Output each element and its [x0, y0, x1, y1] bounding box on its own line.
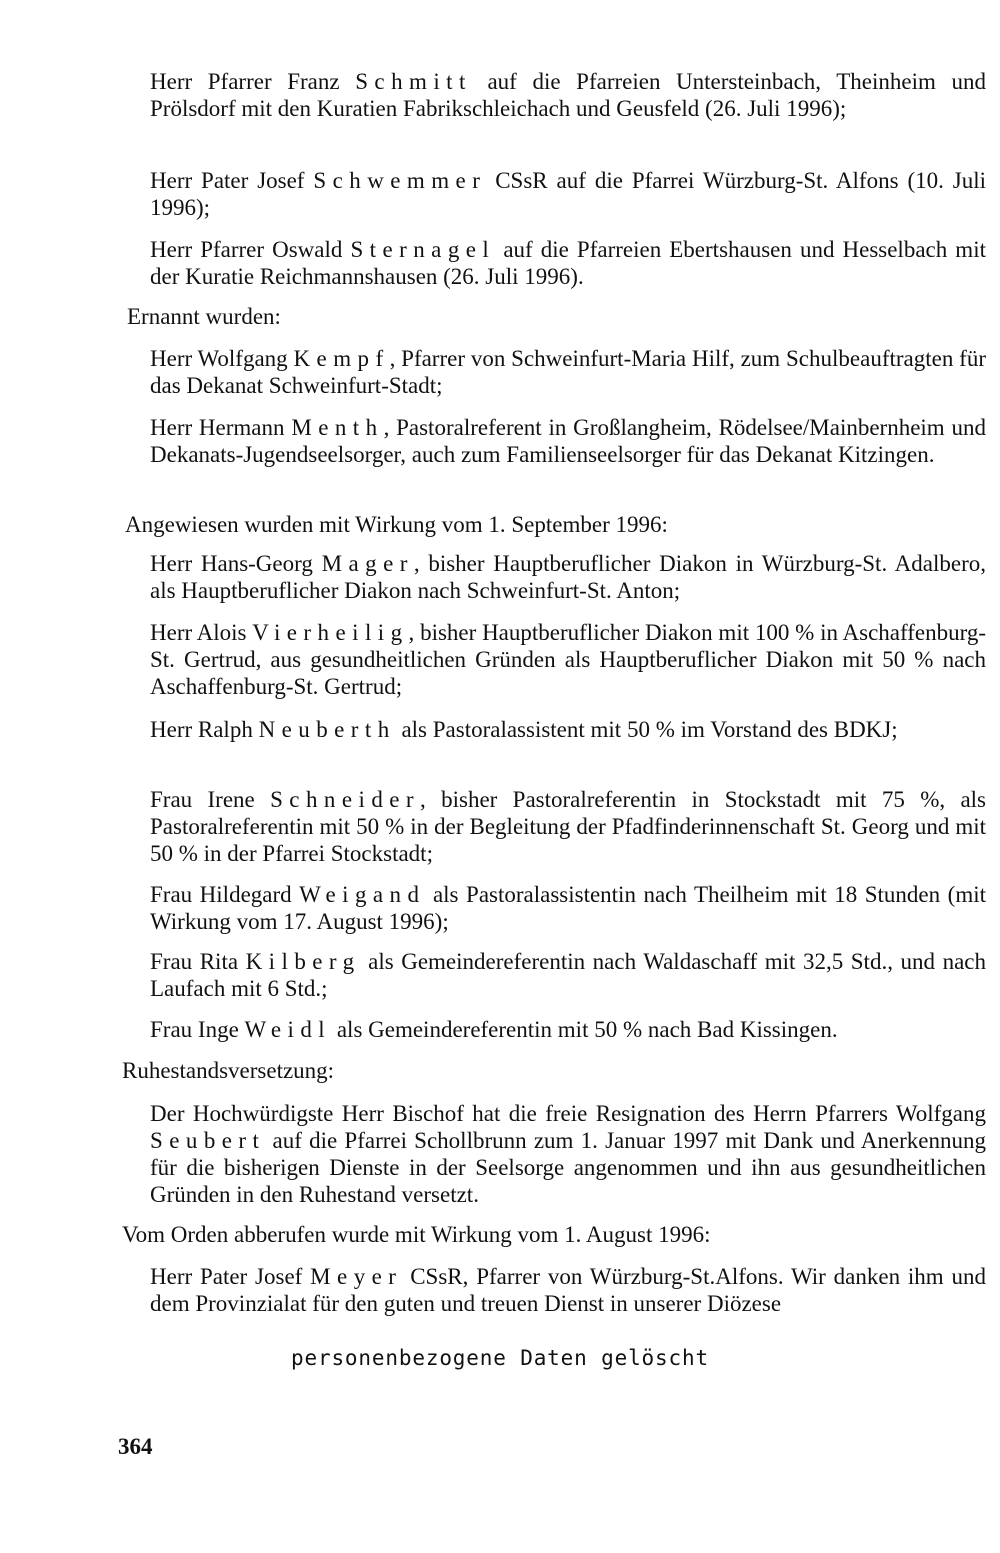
page-number: 364 [118, 1434, 153, 1459]
surname: Meyer [310, 1264, 403, 1289]
entry-kilberg: Frau Rita Kilberg als Gemeindereferentin nach Waldaschaff mit 32,5 Std., und nach Laufach mit 6 Std.; [150, 949, 986, 1001]
surname: Mager [321, 551, 414, 576]
entry-weigand: Frau Hildegard Weigand als Pastoralassistentin nach Theilheim mit 18 Stunden (mit Wirkung vom 17. August 1996); [150, 882, 986, 934]
entry-schmitt: Herr Pfarrer Franz Schmitt auf die Pfarreien Untersteinbach, Theinheim und Prölsdorf mit den Kuratien Fabrikschleichach und Geusfeld (26. Juli 1996); [150, 69, 986, 121]
surname: Vierheilig [252, 620, 409, 645]
surname: Neuberth [258, 717, 396, 742]
heading-ernannt: Ernannt wurden: [127, 304, 281, 329]
entry-vierheilig: Herr Alois Vierheilig, bisher Hauptberuflicher Diakon mit 100 % in Aschaffenburg-St. Gertrud, aus gesundheitlichen Gründen als Hauptberuflicher Diakon mit 50 % nach Aschaffenburg-St. Gertrud; [150, 620, 986, 699]
surname: Schneider [270, 787, 421, 812]
entry-sternagel: Herr Pfarrer Oswald Sternagel auf die Pfarreien Ebertshausen und Hesselbach mit der Kuratie Reichmannshausen (26. Juli 1996). [150, 237, 986, 289]
entry-mager: Herr Hans-Georg Mager, bisher Hauptberuflicher Diakon in Würzburg-St. Adalbero, als Hauptberuflicher Diakon nach Schweinfurt-St. Anton; [150, 551, 986, 603]
redaction-note: personenbezogene Daten gelöscht [291, 1346, 709, 1370]
heading-ruhestand: Ruhestandsversetzung: [122, 1058, 335, 1083]
surname: Weigand [299, 882, 426, 907]
entry-neuberth: Herr Ralph Neuberth als Pastoralassistent mit 50 % im Vorstand des BDKJ; [150, 717, 898, 742]
heading-angewiesen: Angewiesen wurden mit Wirkung vom 1. September 1996: [125, 512, 668, 537]
surname: Weidl [244, 1017, 332, 1042]
surname: Schmitt [355, 69, 472, 94]
entry-seubert: Der Hochwürdigste Herr Bischof hat die freie Resignation des Herrn Pfarrers Wolfgang Seubert auf die Pfarrei Schollbrunn zum 1. Januar 1997 mit Dank und Anerkennung für die bisherigen Dienste in der Seelsorge angenommen und ihn aus gesundheitlichen Gründen in den Ruhestand versetzt. [150, 1101, 986, 1207]
entry-meyer: Herr Pater Josef Meyer CSsR, Pfarrer von Würzburg-St.Alfons. Wir danken ihm und dem Provinzialat für den guten und treuen Dienst in unserer Diözese [150, 1264, 986, 1316]
surname: Schwemmer [313, 168, 487, 193]
surname: Kempf [293, 346, 390, 371]
surname: Sternagel [350, 237, 496, 262]
entry-menth: Herr Hermann Menth, Pastoralreferent in Großlangheim, Rödelsee/Mainbernheim und Dekanats-Jugendseelsorger, auch zum Familienseelsorger für das Dekanat Kitzingen. [150, 415, 986, 467]
heading-orden: Vom Orden abberufen wurde mit Wirkung vom 1. August 1996: [122, 1222, 711, 1247]
entry-weidl: Frau Inge Weidl als Gemeindereferentin mit 50 % nach Bad Kissingen. [150, 1017, 838, 1042]
entry-schneider: Frau Irene Schneider, bisher Pastoralreferentin in Stockstadt mit 75 %, als Pastoralreferentin mit 50 % in der Begleitung der Pfadfinderinnenschaft St. Georg und mit 50 % in der Pfarrei Stockstadt; [150, 787, 986, 866]
surname: Menth [291, 415, 384, 440]
surname: Seubert [150, 1128, 266, 1153]
surname: Kilberg [245, 949, 361, 974]
entry-schwemmer: Herr Pater Josef Schwemmer CSsR auf die Pfarrei Würzburg-St. Alfons (10. Juli 1996); [150, 168, 986, 220]
entry-kempf: Herr Wolfgang Kempf, Pfarrer von Schweinfurt-Maria Hilf, zum Schulbeauftragten für das Dekanat Schweinfurt-Stadt; [150, 346, 986, 398]
